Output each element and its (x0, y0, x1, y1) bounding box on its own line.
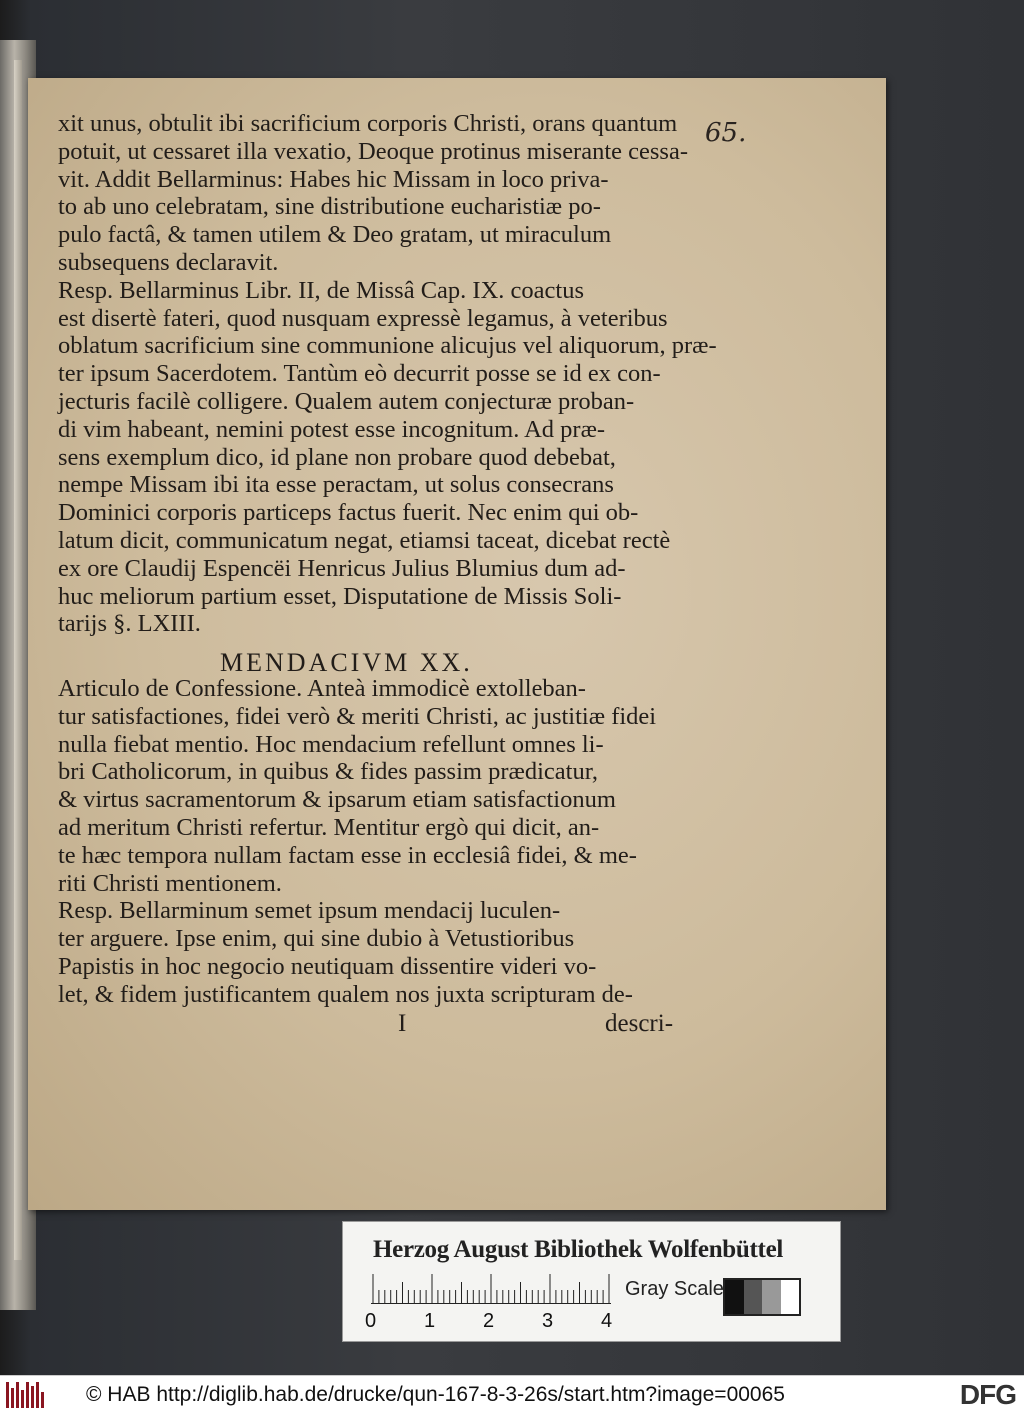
catchword: descri- (605, 1010, 674, 1037)
viewer-footer (0, 1375, 1024, 1413)
hab-logo-icon (6, 1382, 46, 1408)
text-line: huc meliorum partium esset, Disputatione de Missis Soli- (58, 582, 622, 610)
ruler-number: 3 (542, 1310, 554, 1332)
text-line: Dominici corporis particeps factus fuerit. Nec enim qui ob- (58, 499, 639, 527)
text-line: potuit, ut cessaret illa vexatio, Deoque protinus miserante cessa- (58, 137, 689, 165)
text-line: oblatum sacrificium sine communione alicujus vel aliquorum, præ- (58, 332, 717, 360)
library-color-label (342, 1221, 841, 1342)
text-line: ad meritum Christi refertur. Mentitur ergò qui dicit, an- (58, 813, 600, 841)
text-line: vit. Addit Bellarminus: Habes hic Missam in loco priva- (58, 165, 609, 193)
text-line: di vim habeant, nemini potest esse incognitum. Ad præ- (58, 415, 606, 443)
text-line: subsequens declaravit. (58, 248, 279, 276)
text-line: te hæc tempora nullam factam esse in ecclesiâ fidei, & me- (58, 841, 637, 869)
text-line: let, & fidem justificantem qualem nos juxta scripturam de- (58, 980, 633, 1008)
text-line: tarijs §. LXIII. (58, 610, 201, 638)
text-line: ex ore Claudij Espencëi Henricus Julius Blumius dum ad- (58, 554, 626, 582)
text-line: nulla fiebat mentio. Hoc mendacium refellunt omnes li- (58, 730, 604, 758)
ruler-number: 0 (365, 1310, 377, 1332)
text-line: pulo factâ, & tamen utilem & Deo gratam, ut miraculum (58, 221, 612, 249)
text-line: ter ipsum Sacerdotem. Tantùm eò decurrit posse se id ex con- (58, 360, 661, 388)
text-line: Resp. Bellarminum semet ipsum mendacij luculen- (58, 897, 561, 925)
signature-mark: I (398, 1010, 407, 1037)
text-line: jecturis facilè colligere. Qualem autem conjecturæ proban- (58, 387, 635, 415)
book-binding-edge (14, 60, 22, 1260)
text-line: Papistis in hoc negocio neutiquam dissentire videri vo- (58, 952, 597, 980)
text-line: sens exemplum dico, id plane non probare quod debebat, (58, 443, 616, 471)
text-line: latum dicit, communicatum negat, etiamsi taceat, dicebat rectè (58, 526, 671, 554)
page-number: 65. (705, 118, 747, 148)
page-text-bottom (58, 675, 678, 1009)
text-line: nempe Missam ibi ita esse peractam, ut solus consecrans (58, 471, 614, 499)
page-text-top (58, 110, 717, 638)
copyright-link[interactable]: © HAB http://diglib.hab.de/drucke/qun-167-8-3-26s/start.htm?image=00065 (86, 1382, 785, 1406)
text-line: tur satisfactiones, fidei verò & meriti Christi, ac justitiæ fidei (58, 702, 657, 730)
ruler-number: 1 (424, 1310, 436, 1332)
text-line: & virtus sacramentorum & ipsarum etiam satisfactionum (58, 786, 616, 814)
dfg-logo: DFG (959, 1378, 1016, 1410)
gray-scale-label: Gray Scale (625, 1278, 724, 1300)
section-heading: MENDACIVM XX. (220, 648, 473, 677)
gray-scale-bar (723, 1278, 801, 1316)
text-line: to ab uno celebratam, sine distributione eucharistiæ po- (58, 193, 601, 221)
library-name: Herzog August Bibliothek Wolfenbüttel (373, 1236, 784, 1263)
ruler-number: 2 (483, 1310, 495, 1332)
text-line: ter arguere. Ipse enim, qui sine dubio à Vetustioribus (58, 925, 575, 953)
text-line: bri Catholicorum, in quibus & fides passim prædicatur, (58, 758, 598, 786)
text-line: est disertè fateri, quod nusquam expressè legamus, à veteribus (58, 304, 668, 332)
text-line: xit unus, obtulit ibi sacrificium corporis Christi, orans quantum (58, 110, 678, 137)
ruler-scale (371, 1274, 611, 1304)
ruler-numbers (365, 1310, 625, 1334)
text-line: Articulo de Confessione. Anteà immodicè extolleban- (58, 675, 586, 702)
text-line: riti Christi mentionem. (58, 869, 282, 897)
ruler-number: 4 (601, 1310, 613, 1332)
text-line: Resp. Bellarminus Libr. II, de Missâ Cap. IX. coactus (58, 276, 584, 304)
